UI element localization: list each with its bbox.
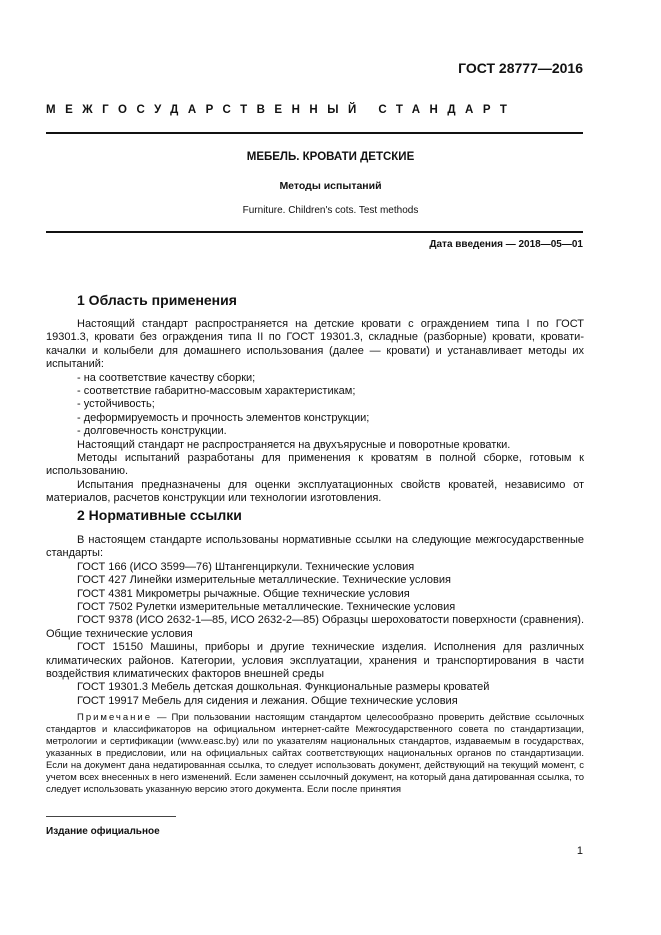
note-paragraph [46,712,584,796]
reference-item: ГОСТ 9378 (ИСО 2632-1—85, ИСО 2632-2—85) Образцы шероховатости поверхности (сравнения). Общие технические условия [46,614,584,640]
note-label: Примечание [77,712,152,723]
english-title: Furniture. Children's cots. Test methods [242,205,419,216]
section-body-scope [46,318,584,506]
paragraph: В настоящем стандарте использованы нормативные ссылки на следующие межгосударственные стандарты: [46,534,584,560]
reference-item: ГОСТ 15150 Машины, приборы и другие технические изделия. Исполнения для различных климатических районов. Категории, условия эксплуатации, хранения и транспортирования в части воздействия климатических факторов внешней среды [46,641,584,681]
document-subtitle: Методы испытаний [279,180,382,192]
reference-item: ГОСТ 19917 Мебель для сидения и лежания. Общие технические условия [77,694,458,707]
paragraph: Настоящий стандарт не распространяется на двухъярусные и поворотные кроватки. [77,438,511,451]
paragraph: Настоящий стандарт распространяется на детские кровати с ограждением типа I по ГОСТ 19301.3, кровати без ограждения типа II по ГОСТ 19301.3, складные (разборные) кровати, кровати-качалки и колыбели для домашнего использования (далее — кровати) и устанавливает методы их испытаний: [46,318,584,371]
page-number: 1 [576,845,583,857]
list-item: - на соответствие качеству сборки; [77,371,256,384]
list-item: - устойчивость; [77,398,155,411]
reference-item: ГОСТ 427 Линейки измерительные металлические. Технические условия [77,574,451,587]
note-text: — При пользовании настоящим стандартом целесообразно проверить действие ссылочных стандартов и классификаторов на официальном интернет-сайте Межгосударственного совета по стандартизации, метрологии и сертификации (www.easc.by) или по указателям национальных стандартов, издаваемым в государствах, указанных в предисловии, или на официальных сайтах соответствующих национальных органов по стандартизации. Если на документ дана недатированная ссылка, то следует использовать документ, действующий на текущий момент, с учетом всех внесенных в него изменений. Если заменен ссылочный документ, на который дана датированная ссылка, то следует использовать указанную версию этого документа. Если после принятия [46,712,584,795]
standard-type-banner: МЕЖГОСУДАРСТВЕННЫЙ СТАНДАРТ [46,104,517,116]
section-heading-references: 2 Нормативные ссылки [77,507,242,523]
list-item: - соответствие габаритно-массовым характеристикам; [77,385,356,398]
footer-divider [46,816,176,817]
title-divider [46,231,583,233]
section-heading-scope: 1 Область применения [77,292,237,308]
reference-item: ГОСТ 19301.3 Мебель детская дошкольная. Функциональные размеры кроватей [77,681,490,694]
introduction-date: Дата введения — 2018—05—01 [429,239,583,250]
list-item: - деформируемость и прочность элементов конструкции; [77,411,370,424]
top-divider [46,132,583,134]
list-item: - долговечность конструкции. [77,425,227,438]
paragraph: Методы испытаний разработаны для применения к кроватям в полной сборке, готовым к использованию. [46,452,584,478]
note-block [46,712,584,796]
reference-item: ГОСТ 166 (ИСО 3599—76) Штангенциркули. Технические условия [77,560,415,573]
paragraph: Испытания предназначены для оценки эксплуатационных свойств кроватей, независимо от материалов, расчетов конструкции или технологии изготовления. [46,478,584,505]
document-number: ГОСТ 28777—2016 [458,60,583,76]
reference-item: ГОСТ 4381 Микрометры рычажные. Общие технические условия [77,587,410,600]
reference-item: ГОСТ 7502 Рулетки измерительные металлические. Технические условия [77,601,456,614]
edition-label: Издание официальное [46,826,160,837]
document-title: МЕБЕЛЬ. КРОВАТИ ДЕТСКИЕ [246,151,415,163]
section-body-references [46,534,584,708]
